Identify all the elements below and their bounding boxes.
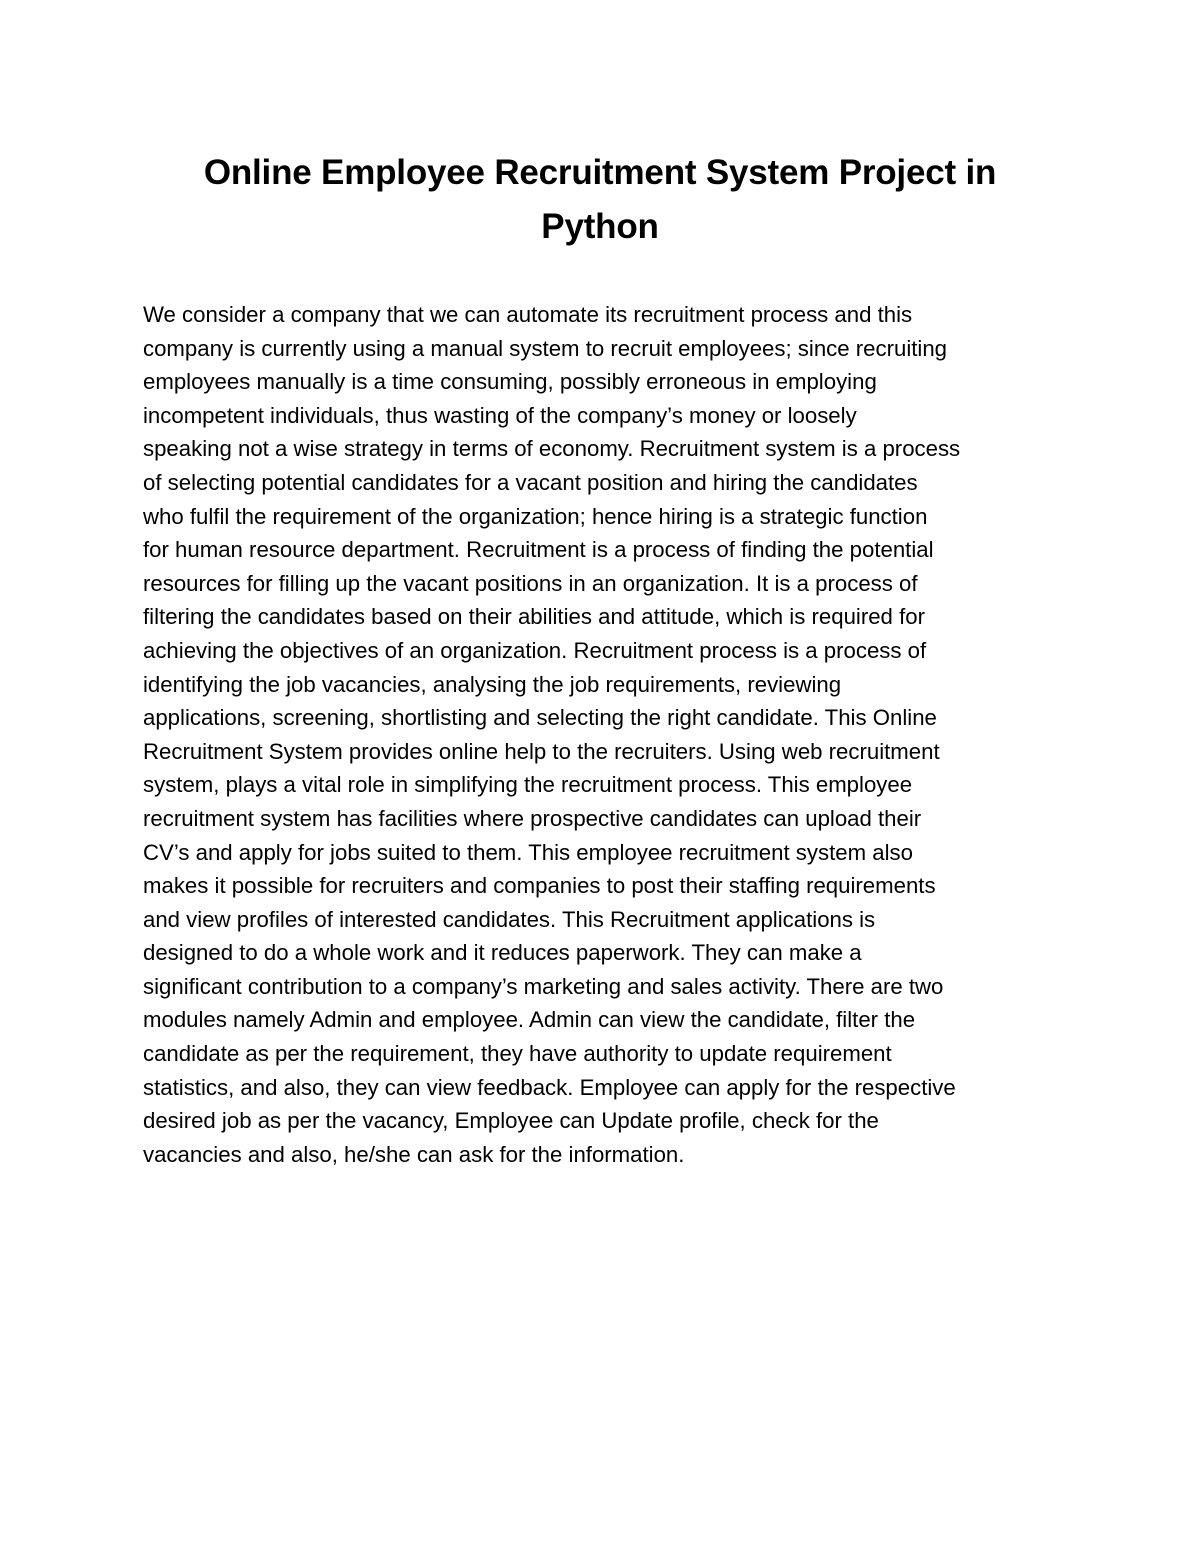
title-line: Online Employee Recruitment System Project in xyxy=(203,153,997,192)
body-line: candidate as per the requirement, they have authority to update requirement xyxy=(143,1041,892,1067)
body-line: desired job as per the vacancy, Employee can Update profile, check for the xyxy=(143,1108,879,1134)
body-line: recruitment system has facilities where prospective candidates can upload their xyxy=(143,805,922,831)
body-line: CV’s and apply for jobs suited to them. This employee recruitment system also xyxy=(143,839,913,865)
body-line: vacancies and also, he/she can ask for the information. xyxy=(143,1141,685,1167)
body-line: significant contribution to a company’s marketing and sales activity. There are two xyxy=(143,973,944,999)
title-line: Python xyxy=(541,207,659,246)
body-line: Recruitment System provides online help to the recruiters. Using web recruitment xyxy=(143,738,940,764)
body-line: company is currently using a manual system to recruit employees; since recruiting xyxy=(143,335,948,361)
document-body xyxy=(143,298,1103,1171)
body-line: speaking not a wise strategy in terms of economy. Recruitment system is a process xyxy=(143,436,961,462)
body-line: of selecting potential candidates for a vacant position and hiring the candidates xyxy=(143,469,918,495)
body-line: for human resource department. Recruitment is a process of finding the potential xyxy=(143,537,934,563)
body-line: filtering the candidates based on their abilities and attitude, which is required for xyxy=(143,604,925,630)
body-line: employees manually is a time consuming, possibly erroneous in employing xyxy=(143,369,877,395)
body-line: who fulfil the requirement of the organization; hence hiring is a strategic function xyxy=(143,503,928,529)
body-line: incompetent individuals, thus wasting of the company’s money or loosely xyxy=(143,402,857,428)
body-line: statistics, and also, they can view feedback. Employee can apply for the respective xyxy=(143,1074,956,1100)
body-line: We consider a company that we can automate its recruitment process and this xyxy=(143,302,913,327)
body-line: achieving the objectives of an organization. Recruitment process is a process of xyxy=(143,637,927,663)
body-line: system, plays a vital role in simplifying the recruitment process. This employee xyxy=(143,772,913,798)
body-line: makes it possible for recruiters and companies to post their staffing requirements xyxy=(143,873,936,899)
body-line: applications, screening, shortlisting and selecting the right candidate. This Online xyxy=(143,705,937,731)
body-line: identifying the job vacancies, analysing the job requirements, reviewing xyxy=(143,671,842,697)
body-line: and view profiles of interested candidates. This Recruitment applications is xyxy=(143,906,876,932)
document-title xyxy=(120,146,1080,254)
body-line: designed to do a whole work and it reduces paperwork. They can make a xyxy=(143,940,862,966)
body-line: modules namely Admin and employee. Admin can view the candidate, filter the xyxy=(143,1007,916,1033)
body-line: resources for filling up the vacant positions in an organization. It is a process of xyxy=(143,570,918,596)
